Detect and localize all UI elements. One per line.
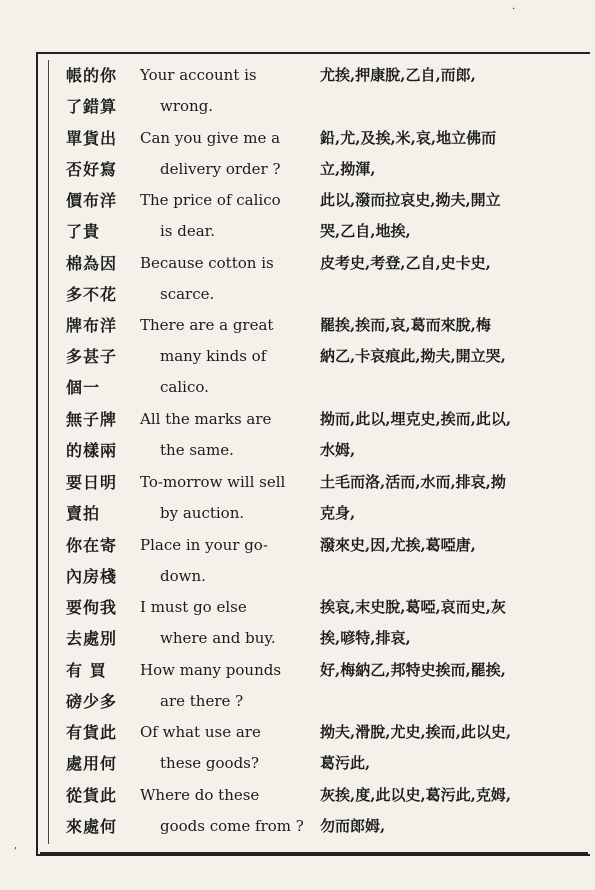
transliteration-text-line: 拗夫,滑脫,尤史,挨而,此以史, [320,723,512,742]
phrase-entry [0,310,595,404]
english-text [140,780,310,842]
english-text-line: these goods? [160,754,259,773]
english-text-line: Your account is [140,66,257,84]
english-text-line: All the marks are [140,410,272,429]
english-text-line: the same. [160,441,234,460]
chinese-text-line: 帳的你 [66,66,118,85]
english-text-line: goods come from ? [160,816,304,835]
chinese-text-line: 來處何 [66,816,118,836]
phrase-entry [0,780,595,843]
chinese-text-line: 多不花 [66,284,118,304]
chinese-text [66,592,140,654]
transliteration-text-line: 水姆, [320,441,356,460]
page-bottom-rule [40,852,588,855]
transliteration-text-line: 拗而,此以,埋克史,挨而,此以, [320,410,512,429]
english-text [140,310,310,403]
chinese-text-line: 你在寄 [66,535,118,555]
chinese-text-line: 的樣兩 [66,441,118,461]
english-text-line: There are a great [140,316,274,335]
chinese-text-line: 要日明 [66,472,118,492]
english-text-line: down. [160,566,206,585]
transliteration-text [320,780,586,842]
transliteration-text-line: 此以,潑而拉哀史,拗夫,開立 [320,191,501,210]
transliteration-text [320,123,586,185]
phrase-entry [0,123,595,186]
chinese-text-line: 牌布洋 [66,316,118,336]
transliteration-text-line: 哭,乙自,地挨, [320,222,411,241]
english-text-line: Can you give me a [140,128,281,147]
chinese-text-line: 要佝我 [66,598,118,618]
chinese-text-line: 內房棧 [66,566,118,586]
phrase-entry [0,248,595,311]
chinese-text-line: 處用何 [66,754,118,774]
transliteration-text [320,248,586,279]
english-text-line: Place in your go- [140,535,268,554]
english-text [140,655,310,717]
transliteration-text [320,467,586,529]
chinese-text-line: 磅少多 [66,691,118,711]
chinese-text-line: 了錯算 [66,97,118,116]
transliteration-text-line: 挨哀,末史脫,葛啞,哀而史,灰 [320,598,506,617]
transliteration-text-line: 尤挨,押康脫,乙自,而郎, [320,66,476,84]
chinese-text-line: 賣拍 [66,503,101,523]
chinese-text [66,655,140,717]
english-text-line: The price of calico [140,191,281,210]
transliteration-text [320,310,586,372]
chinese-text-line: 無子牌 [66,410,118,430]
chinese-text-line: 棉為因 [66,253,118,273]
transliteration-text-line: 挨,喭特,排哀, [320,629,411,648]
transliteration-text-line: 勿而郎姆, [320,816,386,835]
english-text [140,248,310,310]
speck-mark: · [512,4,516,15]
chinese-text-line: 價布洋 [66,191,118,211]
english-text-line: where and buy. [160,629,276,648]
transliteration-text-line: 克身, [320,503,356,522]
english-text [140,60,310,122]
chinese-text [66,467,140,529]
speck-mark: , [14,840,18,851]
transliteration-text-line: 立,拗渾, [320,159,376,178]
phrase-entry [0,717,595,780]
transliteration-text-line: 納乙,卡哀痕此,拗夫,開立哭, [320,347,506,366]
phrase-entry [0,467,595,530]
english-text-line: Because cotton is [140,253,274,272]
english-text-line: calico. [160,378,209,397]
english-text [140,530,310,592]
english-text-line: scarce. [160,284,215,303]
phrase-entry [0,60,595,123]
transliteration-text [320,60,586,91]
transliteration-text-line: 葛污此, [320,754,371,773]
transliteration-text [320,530,586,561]
english-text [140,123,310,185]
phrase-entry [0,592,595,655]
english-text-line: is dear. [160,222,215,241]
english-text-line: Of what use are [140,723,261,742]
transliteration-text-line: 灰挨,度,此以史,葛污此,克姆, [320,785,512,804]
phrase-entry [0,530,595,593]
transliteration-text-line: 好,梅納乙,邦特史挨而,罷挨, [320,660,506,679]
english-text-line: How many pounds [140,660,282,679]
chinese-text-line: 了貴 [66,222,101,242]
english-text-line: are there ? [160,691,244,710]
chinese-text [66,404,140,466]
chinese-text-line: 從貨此 [66,785,118,805]
transliteration-text-line: 罷挨,挨而,哀,葛而來脫,梅 [320,316,491,335]
transliteration-text-line: 土毛而洛,活而,水而,排哀,拗 [320,472,506,491]
english-text-line: I must go else [140,598,247,617]
chinese-text [66,185,140,247]
phrase-entry [0,404,595,467]
chinese-text [66,248,140,310]
transliteration-text [320,185,586,247]
chinese-text [66,310,140,403]
transliteration-text [320,404,586,466]
english-text [140,592,310,654]
english-text [140,717,310,779]
chinese-text-line: 多甚子 [66,347,118,367]
english-text-line: delivery order ? [160,159,281,178]
english-text-line: Where do these [140,785,260,804]
english-text [140,404,310,466]
chinese-text-line: 個一 [66,378,101,398]
chinese-text [66,60,140,122]
chinese-text-line: 單貨出 [66,128,118,148]
phrase-entry [0,655,595,718]
chinese-text [66,717,140,779]
chinese-text-line: 去處別 [66,629,118,649]
english-text-line: wrong. [160,97,214,115]
chinese-text [66,123,140,185]
chinese-text-line: 否好寫 [66,159,118,179]
english-text [140,185,310,247]
chinese-text-line: 有 買 [66,660,107,680]
english-text-line: To-morrow will sell [140,472,286,491]
english-text-line: by auction. [160,503,245,522]
english-text [140,467,310,529]
phrase-entry [0,185,595,248]
chinese-text [66,530,140,592]
transliteration-text-line: 皮考史,考登,乙自,史卡史, [320,253,491,272]
transliteration-text [320,592,586,654]
transliteration-text [320,717,586,779]
chinese-text-line: 有貨此 [66,723,118,743]
chinese-text [66,780,140,842]
transliteration-text [320,655,586,686]
english-text-line: many kinds of [160,347,267,366]
transliteration-text-line: 潑來史,因,尤挨,葛啞唐, [320,535,476,554]
transliteration-text-line: 鉛,尤,及挨,米,哀,地立佛而 [320,128,497,147]
